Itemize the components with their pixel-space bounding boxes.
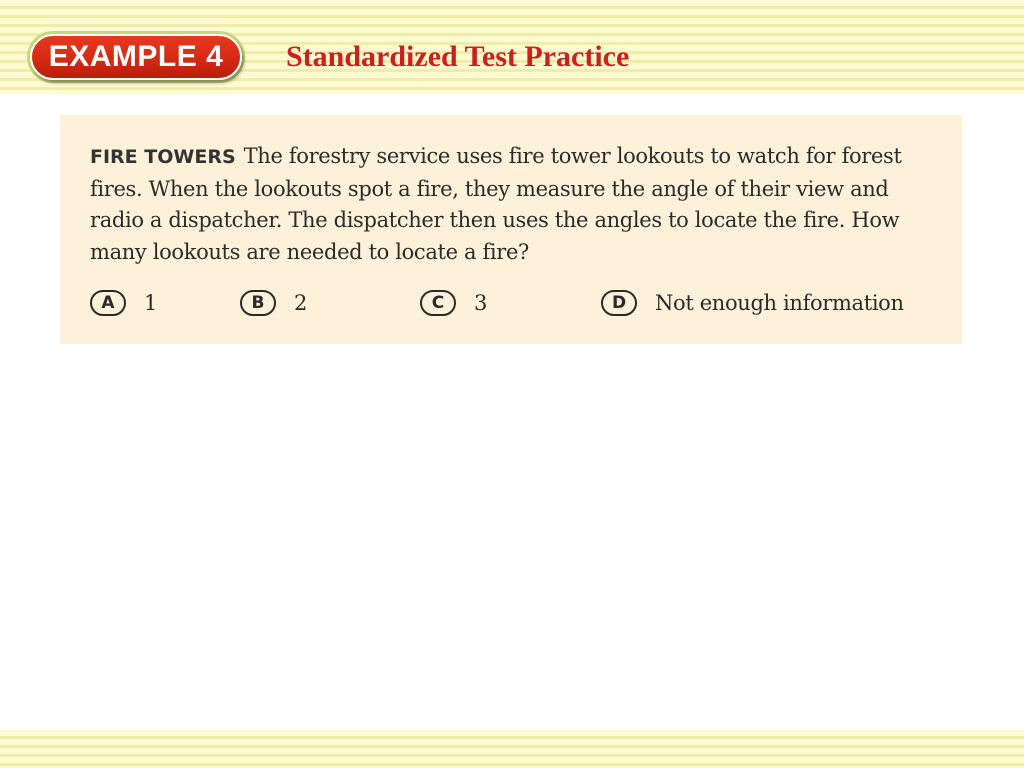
example-badge-inner xyxy=(30,34,242,80)
choice-c-letter: C xyxy=(420,290,456,316)
page-title: Standardized Test Practice xyxy=(286,40,630,73)
choice-a-letter: A xyxy=(90,290,126,316)
choice-a[interactable] xyxy=(90,285,157,321)
problem-paragraph xyxy=(90,141,940,268)
problem-box xyxy=(60,115,962,344)
example-badge xyxy=(27,31,245,83)
choice-c-text: 3 xyxy=(474,291,488,315)
choice-a-text: 1 xyxy=(144,291,158,315)
topic-label: FIRE TOWERS xyxy=(90,146,236,168)
choice-b-text: 2 xyxy=(294,291,308,315)
choice-d[interactable] xyxy=(601,285,904,321)
choice-d-text: Not enough information xyxy=(655,291,904,315)
choice-d-letter: D xyxy=(601,290,637,316)
choice-c[interactable] xyxy=(420,285,487,321)
choice-b[interactable] xyxy=(240,285,307,321)
choice-b-letter: B xyxy=(240,290,276,316)
problem-text: The forestry service uses fire tower lookouts to watch for forest fires. When the lookouts spot a fire, they measure the angle of their view and radio a dispatcher. The dispatcher then uses the angles to locate the fire. How many lookouts are needed to locate a fire? xyxy=(90,144,902,264)
footer-band xyxy=(0,730,1024,768)
answer-choices xyxy=(90,285,950,321)
example-label: EXAMPLE 4 xyxy=(48,40,224,73)
